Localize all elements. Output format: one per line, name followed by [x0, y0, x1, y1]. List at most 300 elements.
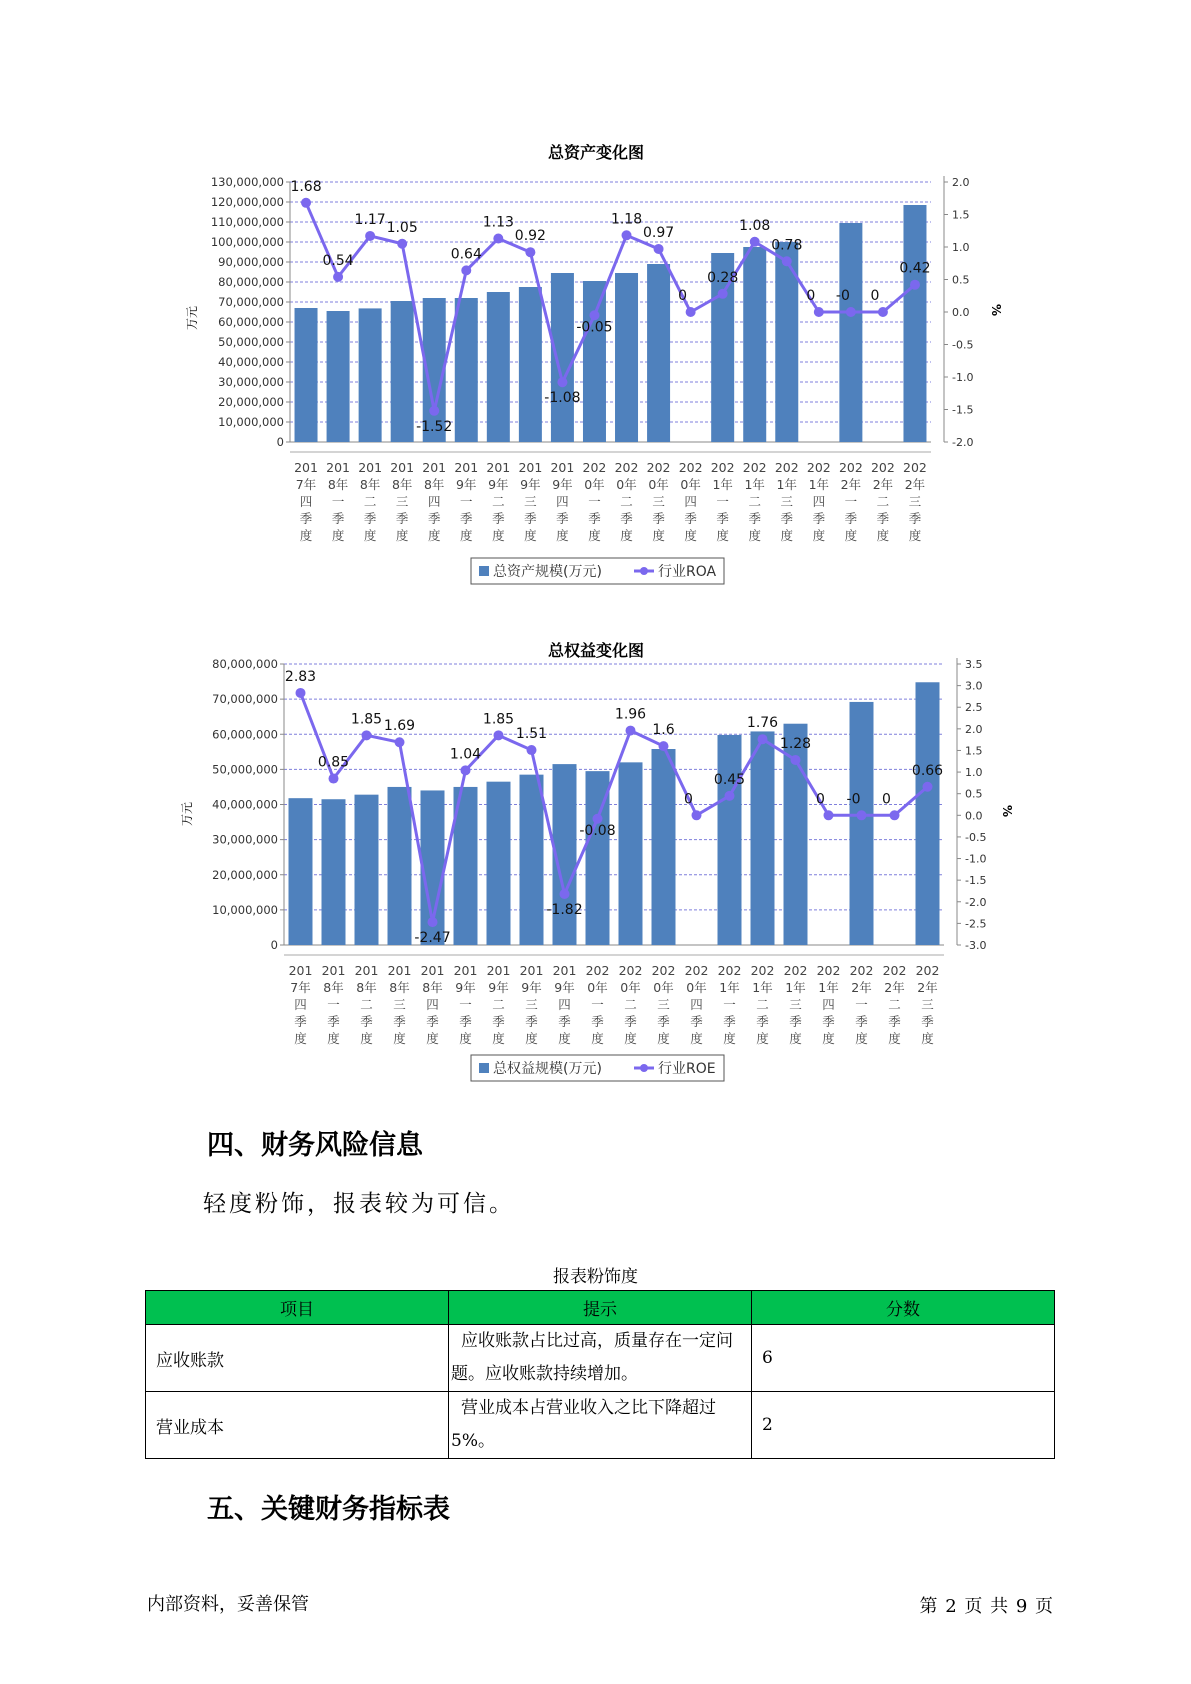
y-right-tick-label: 2.0	[965, 722, 983, 736]
x-tick-label: 201	[390, 460, 415, 475]
y-right-tick-label: 0.0	[965, 809, 983, 823]
bar	[751, 731, 775, 945]
x-tick-label: 三	[908, 494, 922, 509]
x-tick-label: 202	[651, 963, 676, 978]
x-tick-label: 202	[915, 963, 940, 978]
data-label: 1.17	[354, 211, 386, 228]
x-tick-label: 1年	[818, 980, 839, 995]
x-tick-label: 一	[716, 494, 729, 509]
x-tick-label: 201	[518, 460, 543, 475]
bar	[289, 798, 313, 945]
x-tick-label: 季	[459, 1014, 472, 1029]
data-label: 0	[678, 288, 688, 304]
bar	[743, 247, 766, 442]
bar	[519, 287, 542, 442]
x-tick-label: 度	[460, 528, 473, 543]
x-tick-label: 度	[327, 1031, 340, 1046]
y-left-tick-label: 0	[276, 435, 284, 449]
x-tick-label: 202	[903, 460, 927, 475]
x-tick-label: 三	[789, 997, 802, 1012]
x-tick-label: 三	[395, 494, 409, 509]
footer-confidential-note: 内部资料，妥善保管	[147, 1594, 309, 1615]
x-tick-label: 二	[756, 997, 769, 1012]
x-tick-label: 7年	[290, 980, 311, 995]
x-tick-label: 202	[838, 460, 863, 475]
x-tick-label: 季	[921, 1014, 934, 1029]
y-left-unit: 万元	[180, 801, 194, 827]
data-label: 1.51	[515, 726, 548, 743]
data-label: 1.08	[739, 217, 771, 234]
line-point	[557, 377, 567, 387]
cell-score: 6	[752, 1325, 1055, 1392]
cell-item: 营业成本	[146, 1392, 449, 1459]
y-left-tick-label: 50,000,000	[218, 335, 284, 349]
data-label: 0.28	[707, 269, 739, 286]
x-tick-label: 一	[855, 997, 868, 1012]
x-tick-label: 度	[299, 528, 313, 543]
data-label: -2.47	[414, 930, 451, 947]
x-tick-label: 度	[556, 528, 569, 543]
line-point	[923, 782, 933, 792]
x-tick-label: 1年	[744, 477, 765, 492]
line-point	[429, 406, 439, 416]
y-left-tick-label: 130,000,000	[210, 175, 284, 189]
x-tick-label: 二	[360, 997, 373, 1012]
x-tick-label: 度	[393, 1031, 406, 1046]
report-embellishment-table	[145, 1290, 1055, 1459]
bar	[391, 301, 414, 442]
x-tick-label: 201	[552, 963, 577, 978]
data-label: -0.05	[576, 319, 613, 336]
x-tick-label: 二	[748, 494, 761, 509]
line-point	[878, 307, 888, 317]
table-caption: 报表粉饰度	[553, 1267, 638, 1287]
line-point	[493, 234, 503, 244]
y-right-unit: %	[989, 303, 1003, 317]
x-tick-label: 2年	[917, 980, 938, 995]
bar	[487, 782, 511, 945]
x-tick-label: 度	[716, 528, 729, 543]
y-left-tick-label: 20,000,000	[218, 395, 284, 409]
data-label: 1.85	[482, 711, 515, 728]
line-point	[461, 265, 471, 275]
x-tick-label: 度	[789, 1031, 802, 1046]
data-label: 0.66	[911, 762, 944, 779]
x-tick-label: 二	[492, 494, 505, 509]
data-label: 0.78	[771, 237, 803, 254]
data-label: 0.42	[899, 260, 931, 277]
x-tick-label: 202	[678, 460, 703, 475]
data-label: 0.45	[713, 771, 746, 788]
x-tick-label: 度	[748, 528, 761, 543]
x-tick-label: 202	[614, 460, 639, 475]
x-tick-label: 一	[844, 494, 858, 509]
x-tick-label: 季	[299, 511, 313, 526]
section-heading-key-indicators: 五、关键财务指标表	[207, 1494, 450, 1525]
x-tick-label: 9年	[521, 980, 542, 995]
y-right-tick-label: 0.0	[952, 306, 970, 319]
bar	[583, 281, 606, 442]
y-left-tick-label: 40,000,000	[218, 355, 284, 369]
x-tick-label: 季	[524, 511, 537, 526]
y-left-tick-label: 60,000,000	[212, 727, 278, 742]
x-tick-label: 季	[888, 1014, 901, 1029]
x-tick-label: 二	[620, 494, 633, 509]
x-tick-label: 201	[486, 963, 511, 978]
x-tick-label: 2年	[904, 477, 926, 492]
line-point	[725, 791, 735, 801]
x-tick-label: 202	[684, 963, 709, 978]
x-tick-label: 1年	[712, 477, 733, 492]
data-label: 0	[806, 288, 816, 304]
x-tick-label: 8年	[327, 477, 349, 492]
x-tick-label: 一	[331, 494, 345, 509]
y-left-tick-label: 60,000,000	[218, 315, 284, 329]
x-tick-label: 度	[723, 1031, 736, 1046]
footer-page-number: 第 2 页 共 9 页	[919, 1596, 1053, 1617]
y-left-tick-label: 110,000,000	[210, 215, 284, 229]
y-left-tick-label: 80,000,000	[212, 657, 278, 671]
x-tick-label: 2年	[840, 477, 862, 492]
line-point	[494, 730, 504, 740]
line-point	[846, 307, 856, 317]
x-tick-label: 四	[426, 997, 439, 1012]
x-tick-label: 9年	[488, 477, 509, 492]
x-tick-label: 1年	[785, 980, 806, 995]
data-label: 1.13	[482, 214, 514, 231]
x-tick-label: 0年	[653, 980, 674, 995]
data-label: -0	[846, 791, 861, 808]
legend-line-marker	[640, 567, 648, 575]
x-tick-label: 四	[556, 494, 569, 509]
legend-line-label: 行业ROA	[658, 564, 717, 580]
y-right-tick-label: 1.0	[965, 766, 983, 780]
total-assets-chart	[0, 130, 1191, 600]
bar	[520, 775, 544, 945]
y-right-tick-label: 0.5	[952, 273, 970, 287]
y-right-tick-label: -1.0	[965, 852, 987, 866]
x-tick-label: 8年	[359, 477, 381, 492]
x-tick-label: 季	[716, 511, 729, 526]
x-tick-label: 8年	[323, 980, 344, 995]
line-point	[758, 734, 768, 744]
line-point	[626, 726, 636, 736]
x-tick-label: 一	[588, 494, 601, 509]
x-tick-label: 202	[882, 963, 907, 978]
x-tick-label: 度	[459, 1031, 472, 1046]
x-tick-label: 四	[299, 494, 313, 509]
x-tick-label: 度	[395, 528, 409, 543]
y-left-tick-label: 10,000,000	[212, 902, 278, 917]
line-point	[428, 917, 438, 927]
legend-line-label: 行业ROE	[658, 1061, 716, 1077]
x-tick-label: 1年	[719, 980, 740, 995]
x-tick-label: 季	[624, 1014, 637, 1029]
x-tick-label: 201	[420, 963, 445, 978]
x-tick-label: 7年	[295, 477, 317, 492]
y-right-tick-label: -3.0	[965, 939, 987, 952]
x-tick-label: 季	[876, 511, 890, 526]
line-point	[527, 745, 537, 755]
x-tick-label: 度	[684, 528, 697, 543]
bar	[850, 702, 874, 945]
x-tick-label: 202	[710, 460, 735, 475]
x-tick-label: 季	[360, 1014, 373, 1029]
x-tick-label: 202	[742, 460, 767, 475]
x-tick-label: 季	[748, 511, 761, 526]
x-tick-label: 一	[460, 494, 473, 509]
legend-bar-swatch	[479, 566, 489, 576]
line-point	[461, 765, 471, 775]
data-label: 0	[870, 288, 880, 304]
x-tick-label: 四	[812, 494, 826, 509]
x-tick-label: 季	[690, 1014, 703, 1029]
bar	[615, 273, 638, 442]
y-right-tick-label: -1.5	[965, 874, 987, 888]
x-tick-label: 二	[624, 997, 637, 1012]
bar	[327, 311, 350, 442]
x-tick-label: 季	[327, 1014, 340, 1029]
x-tick-label: 201	[288, 963, 313, 978]
x-tick-label: 四	[690, 997, 703, 1012]
x-tick-label: 三	[657, 997, 670, 1012]
line-point	[824, 810, 834, 820]
y-left-tick-label: 10,000,000	[218, 415, 284, 429]
column-header-item: 项目	[146, 1291, 449, 1325]
x-tick-label: 季	[294, 1014, 307, 1029]
bar	[652, 749, 676, 945]
x-tick-label: 季	[812, 511, 826, 526]
table-header-row	[146, 1291, 1055, 1325]
x-tick-label: 0年	[616, 477, 637, 492]
x-tick-label: 度	[876, 528, 890, 543]
bar	[359, 308, 382, 442]
x-tick-label: 201	[321, 963, 346, 978]
line-point	[718, 289, 728, 299]
x-tick-label: 季	[395, 511, 409, 526]
data-label: 0	[882, 791, 891, 808]
column-header-hint: 提示	[449, 1291, 752, 1325]
x-tick-label: 度	[331, 528, 345, 543]
chart-legend	[471, 558, 724, 584]
x-tick-label: 202	[750, 963, 775, 978]
y-left-tick-label: 30,000,000	[212, 832, 278, 847]
data-label: 0.92	[514, 228, 546, 245]
y-right-tick-label: -0.5	[965, 830, 987, 844]
bar	[295, 308, 318, 442]
x-tick-label: 202	[585, 963, 610, 978]
x-tick-label: 度	[492, 1031, 505, 1046]
line-point	[659, 741, 669, 751]
x-tick-label: 201	[358, 460, 383, 475]
column-header-score: 分数	[752, 1291, 1055, 1325]
x-tick-label: 度	[855, 1031, 868, 1046]
x-tick-label: 季	[789, 1014, 802, 1029]
x-tick-label: 8年	[422, 980, 443, 995]
x-tick-label: 201	[486, 460, 511, 475]
x-tick-label: 季	[492, 1014, 505, 1029]
x-tick-label: 四	[558, 997, 571, 1012]
y-left-tick-label: 120,000,000	[210, 195, 284, 209]
y-right-tick-label: 3.0	[965, 679, 983, 693]
y-right-tick-label: 1.5	[952, 208, 970, 222]
line-point	[525, 247, 535, 257]
line-point	[910, 280, 920, 290]
line-point	[395, 737, 405, 747]
data-label: 0	[684, 791, 693, 808]
x-tick-label: 9年	[488, 980, 509, 995]
x-tick-label: 9年	[552, 477, 573, 492]
x-tick-label: 202	[870, 460, 895, 475]
x-tick-label: 201	[326, 460, 351, 475]
x-tick-label: 季	[756, 1014, 769, 1029]
x-tick-label: 0年	[584, 477, 605, 492]
x-tick-label: 季	[588, 511, 601, 526]
x-tick-label: 度	[525, 1031, 538, 1046]
x-tick-label: 2年	[884, 980, 905, 995]
line-point	[814, 307, 824, 317]
cell-score: 2	[752, 1392, 1055, 1459]
line-point	[686, 307, 696, 317]
x-tick-label: 度	[588, 528, 601, 543]
y-right-tick-label: 1.5	[965, 744, 983, 758]
x-tick-label: 8年	[356, 980, 377, 995]
x-tick-label: 2年	[851, 980, 872, 995]
x-tick-label: 9年	[554, 980, 575, 995]
x-tick-label: 9年	[456, 477, 477, 492]
y-right-tick-label: -1.0	[952, 371, 974, 384]
x-tick-label: 季	[427, 511, 441, 526]
y-right-tick-label: 2.0	[952, 176, 970, 189]
chart-plot-area	[211, 175, 974, 543]
x-tick-label: 三	[393, 997, 406, 1012]
line-point	[329, 774, 339, 784]
x-tick-label: 1年	[808, 477, 830, 492]
data-label: 1.69	[383, 718, 416, 735]
x-tick-label: 1年	[776, 477, 798, 492]
y-right-tick-label: -2.5	[965, 917, 987, 931]
x-tick-label: 二	[492, 997, 505, 1012]
chart-title: 总资产变化图	[547, 143, 645, 162]
bar	[718, 735, 742, 945]
x-tick-label: 度	[908, 528, 922, 543]
x-tick-label: 度	[427, 528, 441, 543]
line-point	[622, 230, 632, 240]
data-label: 1.96	[614, 706, 647, 723]
x-tick-label: 季	[393, 1014, 406, 1029]
x-tick-label: 季	[908, 511, 922, 526]
data-label: 0.85	[317, 754, 350, 771]
x-tick-label: 8年	[389, 980, 410, 995]
line-point	[857, 810, 867, 820]
risk-summary: 轻度粉饰，报表较为可信。	[203, 1191, 515, 1217]
x-tick-label: 季	[363, 511, 377, 526]
x-tick-label: 202	[849, 963, 874, 978]
x-tick-label: 度	[558, 1031, 571, 1046]
data-label: 0.64	[450, 246, 482, 263]
x-tick-label: 季	[620, 511, 633, 526]
y-left-tick-label: 50,000,000	[212, 762, 278, 777]
x-tick-label: 一	[327, 997, 340, 1012]
y-left-tick-label: 30,000,000	[218, 375, 284, 389]
data-label: 1.28	[779, 735, 812, 752]
x-tick-label: 201	[550, 460, 575, 475]
x-tick-label: 9年	[455, 980, 476, 995]
line-point	[560, 889, 570, 899]
x-tick-label: 季	[822, 1014, 835, 1029]
x-tick-label: 一	[591, 997, 604, 1012]
x-tick-label: 季	[492, 511, 505, 526]
y-right-tick-label: 1.0	[952, 241, 970, 254]
data-label: 0.97	[642, 224, 675, 241]
y-right-tick-label: 0.5	[965, 787, 983, 801]
x-tick-label: 季	[855, 1014, 868, 1029]
x-tick-label: 季	[844, 511, 858, 526]
y-right-tick-label: -2.0	[965, 895, 987, 909]
x-tick-label: 度	[620, 528, 633, 543]
bar	[355, 795, 379, 945]
total-equity-chart	[0, 628, 1191, 1098]
x-tick-label: 季	[657, 1014, 670, 1029]
y-left-tick-label: 40,000,000	[212, 797, 278, 812]
line-point	[301, 198, 311, 208]
y-right-tick-label: 2.5	[965, 701, 983, 715]
x-tick-label: 0年	[680, 477, 701, 492]
cell-item: 应收账款	[146, 1325, 449, 1392]
legend-bar-label: 总资产规模(万元)	[493, 564, 602, 580]
x-tick-label: 201	[453, 963, 478, 978]
y-left-tick-label: 80,000,000	[218, 275, 284, 289]
bar	[619, 762, 643, 945]
cell-hint: 营业成本占营业收入之比下降超过5%。	[449, 1392, 752, 1459]
x-tick-label: 度	[921, 1031, 934, 1046]
x-tick-label: 三	[524, 494, 537, 509]
y-left-unit: 万元	[185, 305, 199, 331]
x-tick-label: 度	[652, 528, 665, 543]
x-tick-label: 季	[723, 1014, 736, 1029]
line-point	[782, 256, 792, 266]
line-point	[365, 231, 375, 241]
table-row	[146, 1392, 1055, 1459]
x-tick-label: 201	[422, 460, 447, 475]
y-left-tick-label: 20,000,000	[212, 867, 278, 882]
line-point	[362, 730, 372, 740]
data-label: -0	[835, 288, 850, 304]
x-tick-label: 二	[876, 494, 890, 509]
x-tick-label: 季	[426, 1014, 439, 1029]
x-tick-label: 9年	[520, 477, 541, 492]
x-tick-label: 0年	[620, 980, 641, 995]
y-left-tick-label: 90,000,000	[218, 255, 284, 269]
x-tick-label: 季	[460, 511, 473, 526]
data-label: 1.05	[386, 219, 418, 236]
x-tick-label: 1年	[752, 980, 773, 995]
data-label: 1.68	[290, 178, 322, 195]
x-tick-label: 季	[556, 511, 569, 526]
x-tick-label: 201	[294, 460, 318, 475]
x-tick-label: 度	[822, 1031, 835, 1046]
x-tick-label: 一	[723, 997, 736, 1012]
line-point	[654, 244, 664, 254]
y-left-tick-label: 70,000,000	[212, 692, 278, 707]
x-tick-label: 季	[525, 1014, 538, 1029]
bar	[388, 787, 412, 945]
bar	[916, 682, 940, 945]
x-tick-label: 三	[780, 494, 794, 509]
x-tick-label: 三	[525, 997, 538, 1012]
data-label: 1.85	[350, 711, 383, 728]
x-tick-label: 度	[426, 1031, 439, 1046]
